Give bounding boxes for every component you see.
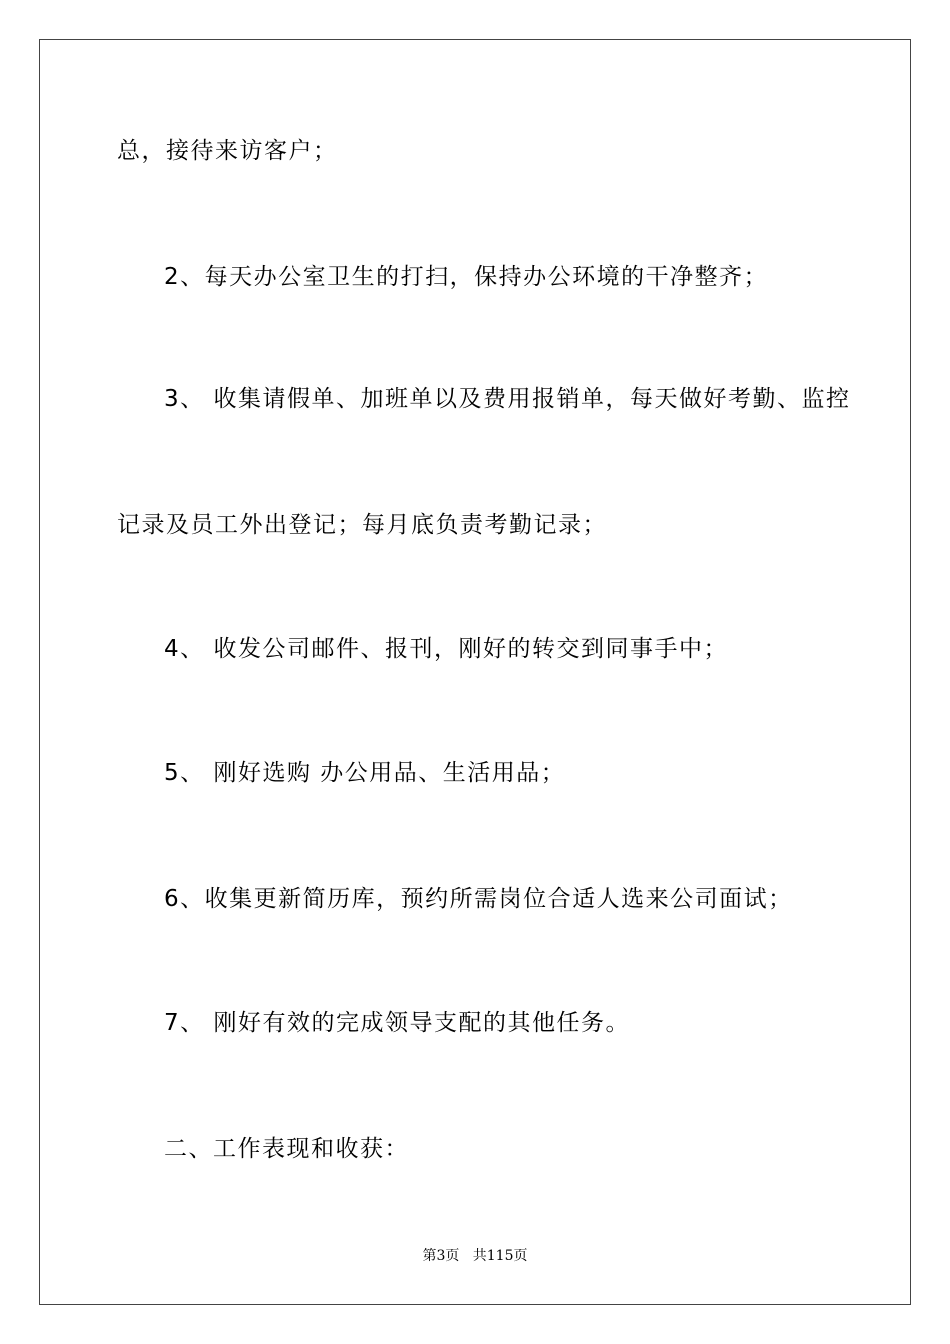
text-line-7: 6、收集更新简历库，预约所需岗位合适人选来公司面试； xyxy=(164,886,793,912)
text-line-6: 5、 刚好选购 办公用品、生活用品； xyxy=(164,760,566,786)
page-number-footer: 第3页 共115页 xyxy=(422,1248,528,1264)
text-line-1: 总，接待来访客户； xyxy=(117,138,338,164)
text-line-3: 3、 收集请假单、加班单以及费用报销单，每天做好考勤、监控 xyxy=(164,386,851,412)
page-frame xyxy=(39,39,911,1305)
text-line-2: 2、每天办公室卫生的打扫，保持办公环境的干净整齐； xyxy=(164,264,769,290)
text-line-5: 4、 收发公司邮件、报刊，刚好的转交到同事手中； xyxy=(164,636,728,662)
text-line-8: 7、 刚好有效的完成领导支配的其他任务。 xyxy=(164,1010,630,1036)
text-line-9: 二、工作表现和收获： xyxy=(164,1136,409,1162)
text-line-4: 记录及员工外出登记；每月底负责考勤记录； xyxy=(117,512,607,538)
